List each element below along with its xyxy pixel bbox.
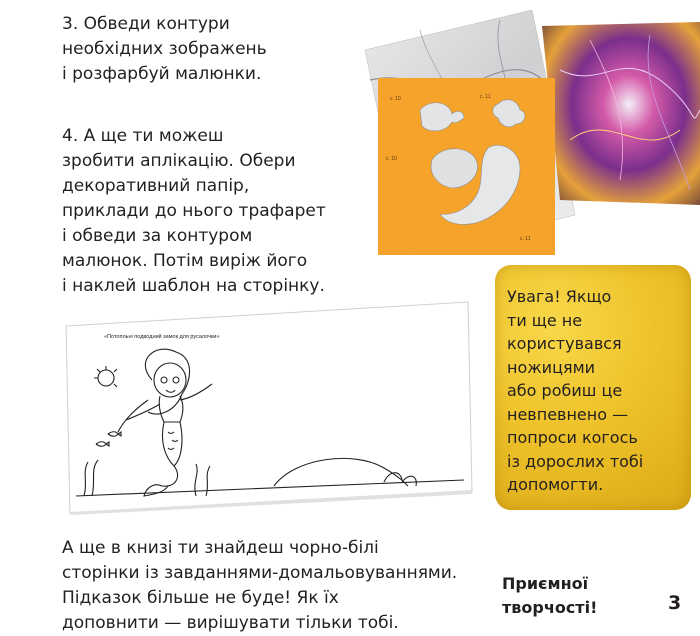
- bottom-paragraph: [62, 536, 457, 636]
- step-4-line: 4. А ще ти можеш: [62, 126, 224, 146]
- step-4-line: зробити аплікацію. Обери: [62, 151, 296, 171]
- warning-line: із дорослих тобі: [507, 451, 644, 471]
- orange-stencil: [378, 78, 555, 255]
- warning-line: попроси когось: [507, 428, 638, 447]
- sheet-caption: «Потопльні подводний замок для русалочки»: [104, 334, 220, 340]
- bottom-line: Підказок більше не буде! Як їх: [62, 588, 339, 608]
- bottom-line: А ще в книзі ти знайдеш чорно-білі: [62, 538, 379, 558]
- warning-line: користувався: [507, 334, 622, 353]
- step-4-line: і наклей шаблон на сторінку.: [62, 276, 325, 296]
- closing-line: Приємної: [502, 574, 589, 593]
- stencil-photo-collage: [360, 10, 700, 265]
- step-4-line: приклади до нього трафарет: [62, 201, 326, 221]
- step-3-line: і розфарбуй малюнки.: [62, 64, 262, 84]
- stencil-label: с. 10: [386, 156, 397, 162]
- step-4-line: декоративний папір,: [62, 176, 250, 196]
- coloring-page-illustration: [64, 300, 474, 515]
- stencil-label: с. 11: [520, 236, 531, 242]
- step-3-line: 3. Обведи контури: [62, 14, 230, 34]
- warning-line: ножицями: [507, 357, 596, 377]
- warning-line: невпевнено —: [507, 404, 629, 424]
- bottom-line: сторінки із завданнями-домальовуваннями.: [62, 563, 458, 583]
- step-4-line: і обведи за контуром: [62, 226, 253, 246]
- warning-text: [507, 285, 643, 497]
- page-number: 3: [668, 592, 682, 614]
- step-3-text: [62, 12, 267, 87]
- warning-line: ти ще не: [507, 310, 583, 330]
- warning-box: [495, 265, 691, 510]
- step-3-line: необхідних зображень: [62, 39, 267, 59]
- closing-line: творчості!: [502, 598, 598, 617]
- closing-text: [502, 572, 597, 620]
- colorful-paper: [542, 22, 700, 205]
- step-4-line: малюнок. Потім виріж його: [62, 251, 308, 271]
- warning-line: Увага! Якщо: [507, 287, 612, 306]
- stencil-label: с. 10: [390, 96, 401, 102]
- warning-line: допомогти.: [507, 475, 604, 494]
- bottom-line: доповнити — вирішувати тільки тобі.: [62, 613, 399, 633]
- stencil-label: с. 11: [480, 94, 491, 100]
- warning-line: або робиш це: [507, 381, 623, 400]
- step-4-text: [62, 124, 326, 299]
